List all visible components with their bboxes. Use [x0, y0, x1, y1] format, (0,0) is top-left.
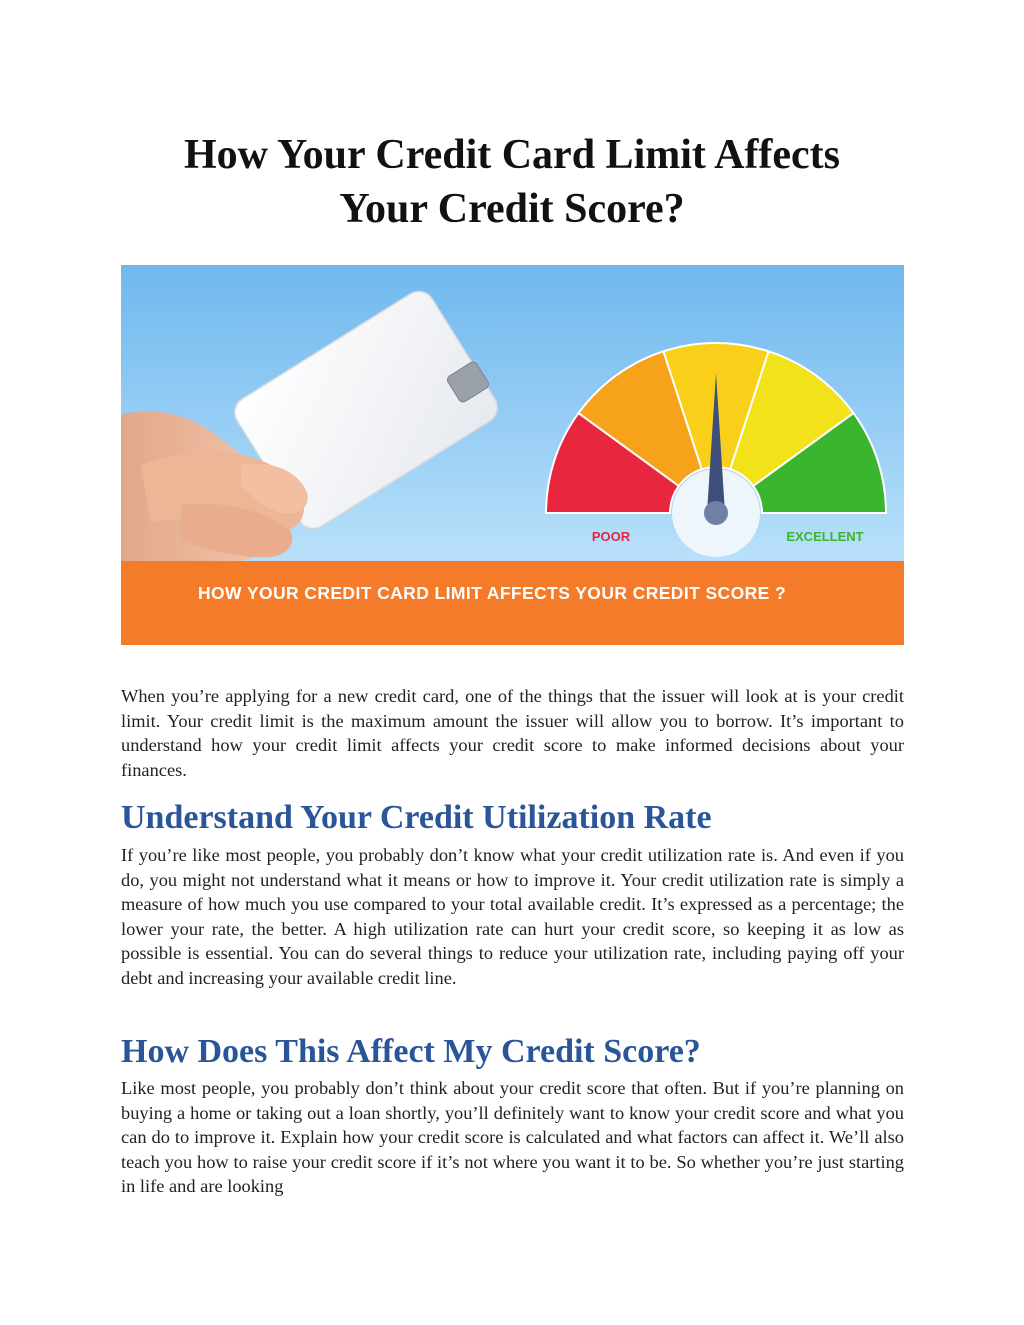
- gauge-low-label: POOR: [591, 529, 631, 544]
- credit-score-paragraph: Like most people, you probably don’t think about your credit score that often. But if you’re planning on buying a home or taking out a loan shortly, you’ll definitely want to know your credit score and what you can do to improve it. Explain how your credit score is calculated and what factors can affect it. We’ll also teach you how to raise your credit score if it’s not where you want it to be. So whether you’re just starting in life and are looking: [121, 1078, 904, 1197]
- section-heading-credit-score: How Does This Affect My Credit Score?: [121, 1033, 701, 1070]
- page-title-line-2: Your Credit Score?: [339, 186, 685, 232]
- page-title-line-1: How Your Credit Card Limit Affects: [184, 132, 840, 178]
- section-heading-utilization: Understand Your Credit Utilization Rate: [121, 799, 712, 836]
- hero-banner: [121, 561, 904, 645]
- gauge-needle-pivot: [704, 501, 728, 525]
- hero-image: [121, 265, 904, 645]
- page-title: [0, 128, 1024, 236]
- gauge-high-label: EXCELLENT: [786, 529, 864, 544]
- hero-banner-text: HOW YOUR CREDIT CARD LIMIT AFFECTS YOUR CREDIT SCORE ?: [197, 583, 787, 603]
- intro-paragraph: When you’re applying for a new credit card, one of the things that the issuer will look at is your credit limit. Your credit limit is the maximum amount the issuer will allow you to borrow. It’s important to understand how your credit limit affects your credit score to make informed decisions about your finances.: [121, 686, 904, 780]
- utilization-paragraph: If you’re like most people, you probably don’t know what your credit utilization rate is. And even if you do, you might not understand what it means or how to improve it. Your credit utilization rate is simply a measure of how much you use compared to your total available credit. It’s expressed as a percentage; the lower your rate, the better. A high utilization rate can hurt your credit score, so keeping it as low as possible is essential. You can do several things to reduce your utilization rate, including paying off your debt and increasing your available credit line.: [121, 845, 904, 988]
